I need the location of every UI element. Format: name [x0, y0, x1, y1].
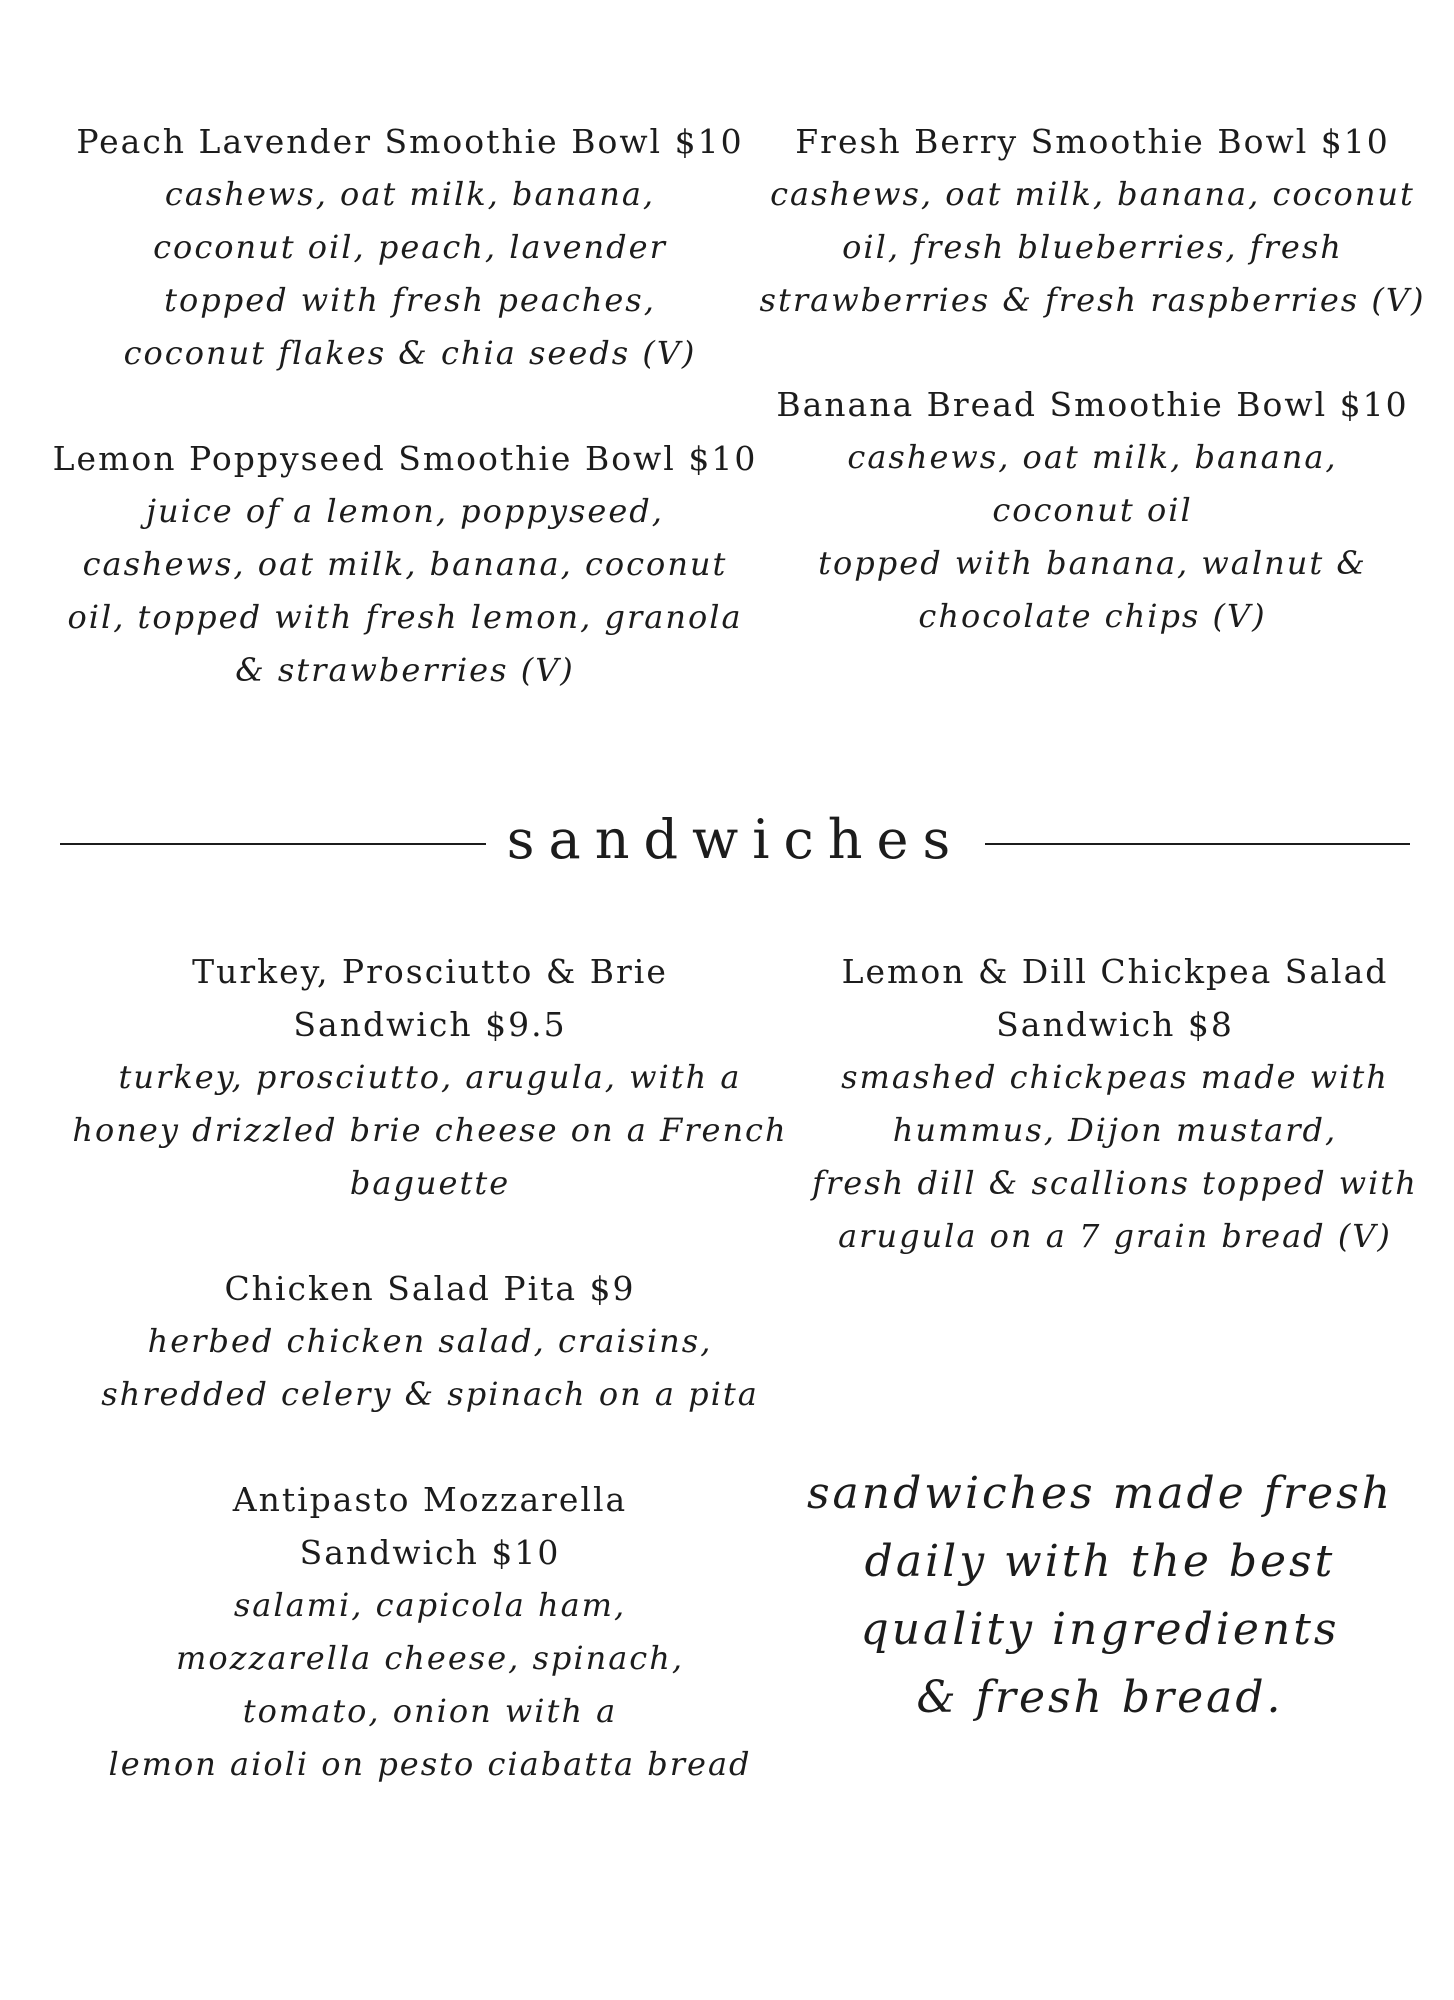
- menu-item-lemon-poppyseed: [20, 432, 790, 697]
- menu-item-chicken-salad-pita: [60, 1262, 800, 1421]
- tagline: sandwiches made fresh daily with the best quality ingredients & fresh bread.: [806, 1468, 1394, 1723]
- menu-item-lemon-dill-chickpea: [790, 945, 1440, 1263]
- item-description: cashews, oat milk, banana, coconut oil, fresh blueberries, fresh strawberries & fresh raspberries (V): [759, 175, 1426, 319]
- item-title: Fresh Berry Smoothie Bowl $10: [795, 122, 1390, 161]
- item-description: juice of a lemon, poppyseed, cashews, oat milk, banana, coconut oil, topped with fresh lemon, granola & strawberries (V): [67, 492, 743, 689]
- item-title: Turkey, Prosciutto & Brie Sandwich $9.5: [192, 952, 668, 1044]
- divider-left: [60, 843, 486, 845]
- item-description: turkey, prosciutto, arugula, with a honey drizzled brie cheese on a French baguette: [72, 1058, 788, 1202]
- menu-item-peach-lavender: [40, 115, 780, 380]
- item-description: salami, capicola ham, mozzarella cheese, spinach, tomato, onion with a lemon aioli on pesto ciabatta bread: [108, 1586, 752, 1783]
- item-title: Lemon & Dill Chickpea Salad Sandwich $8: [841, 952, 1389, 1044]
- divider-right: [985, 843, 1410, 845]
- menu-item-antipasto-mozzarella: [60, 1473, 800, 1791]
- menu-item-turkey-prosciutto-brie: [50, 945, 810, 1210]
- menu-item-banana-bread: [735, 378, 1450, 643]
- item-title: Banana Bread Smoothie Bowl $10: [776, 385, 1409, 424]
- item-title: Chicken Salad Pita $9: [224, 1269, 636, 1308]
- item-title: Lemon Poppyseed Smoothie Bowl $10: [52, 439, 758, 478]
- section-heading-row: [60, 805, 1410, 875]
- item-description: herbed chicken salad, craisins, shredded celery & spinach on a pita: [101, 1322, 759, 1413]
- item-description: cashews, oat milk, banana, coconut oil topped with banana, walnut & chocolate chips (V): [818, 438, 1367, 635]
- item-title: Peach Lavender Smoothie Bowl $10: [76, 122, 744, 161]
- item-description: cashews, oat milk, banana, coconut oil, peach, lavender topped with fresh peaches, coconut flakes & chia seeds (V): [123, 175, 697, 372]
- menu-item-fresh-berry: [735, 115, 1450, 327]
- item-description: smashed chickpeas made with hummus, Dijon mustard, fresh dill & scallions topped with arugula on a 7 grain bread (V): [812, 1058, 1418, 1255]
- item-title: Antipasto Mozzarella Sandwich $10: [232, 1480, 628, 1572]
- section-heading: sandwiches: [506, 808, 965, 871]
